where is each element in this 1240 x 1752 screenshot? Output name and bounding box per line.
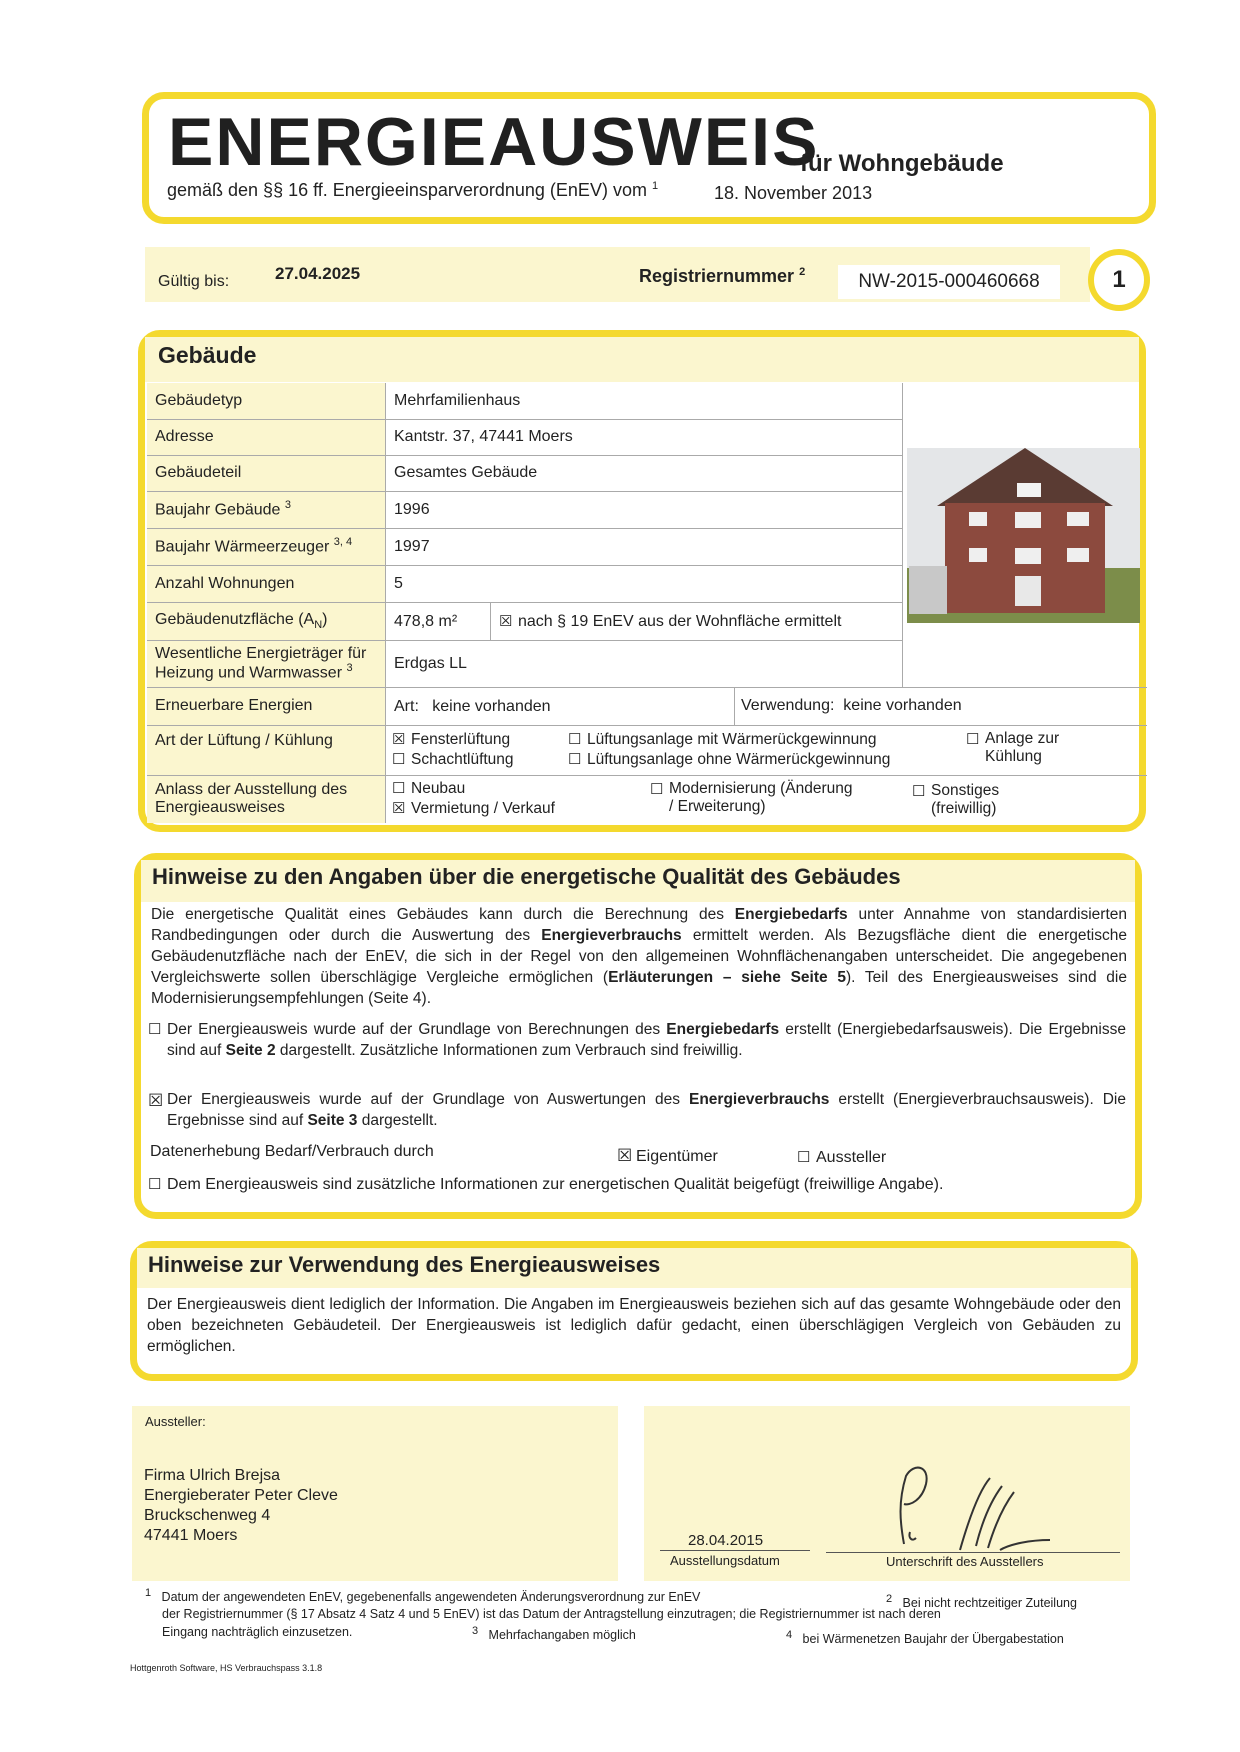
datenerhebung-label: Datenerhebung Bedarf/Verbrauch durch (150, 1143, 434, 1160)
ausstellungsdatum-label: Ausstellungsdatum (670, 1553, 780, 1568)
label-lueftung: Art der Lüftung / Kühlung (147, 725, 386, 775)
gebaeude-title: Gebäude (158, 342, 257, 368)
valid-until-date: 27.04.2025 (275, 264, 361, 283)
footnote-2-end: Eingang nachträglich einzusetzen. (162, 1625, 353, 1639)
label-gebaeudeteil: Gebäudeteil (147, 455, 386, 491)
value-baujahr-waermeerzeuger: 1997 (386, 528, 903, 565)
law-reference: gemäß den §§ 16 ff. Energieeinsparverordnung (EnEV) vom $^1$ (167, 180, 659, 200)
building-photo (907, 448, 1140, 623)
label-adresse: Adresse (147, 419, 386, 455)
value-gebaeudetyp: Mehrfamilienhaus (386, 383, 903, 419)
value-energietraeger: Erdgas LL (386, 640, 903, 687)
erneuerbar-verwendung: Verwendung: keine vorhanden (741, 697, 962, 714)
law-date: 18. November 2013 (714, 183, 873, 203)
label-erneuerbar: Erneuerbare Energien (147, 687, 386, 725)
lueftung-fenster: ☒ Fensterlüftung (392, 730, 511, 748)
zusatzinformationen-option: ☐ Dem Energieausweis sind zusätzliche Informationen zur energetischen Qualität beigefügt (freiwillige Angabe). (148, 1176, 944, 1193)
value-nutzflaeche: 478,8 m² (386, 603, 491, 640)
software-credit: Hottgenroth Software, HS Verbrauchspass 3.1.8 (130, 1663, 323, 1673)
registration-number: NW-2015-000460668 (838, 265, 1060, 299)
footnote-2-cont: der Registriernummer (§ 17 Absatz 4 Satz 4 und 5 EnEV) ist das Datum der Antragstellung einzutragen; die Registriernummer ist nach deren (162, 1607, 941, 1621)
ausstellungsdatum-line (660, 1550, 810, 1551)
signature-label: Unterschrift des Ausstellers (886, 1554, 1044, 1569)
hinweise-verwendung-title: Hinweise zur Verwendung des Energieausweises (148, 1252, 661, 1277)
datenerhebung-eigentuemer: ☒ Eigentümer (617, 1146, 718, 1165)
page-number-badge: 1 (1088, 249, 1150, 311)
bedarf-checkbox: ☐ (148, 1021, 162, 1038)
anlass-neubau: ☐ Neubau (392, 779, 466, 797)
label-baujahr-waermeerzeuger: Baujahr Wärmeerzeuger $^{3, 4}$ (147, 528, 386, 565)
registration-label: Registriernummer $^2$ (639, 266, 806, 286)
lueftung-schacht: ☐ Schachtlüftung (392, 750, 514, 768)
ausstellungsdatum-value: 28.04.2015 (688, 1532, 764, 1549)
erneuerbar-art: Art: keine vorhanden (386, 688, 735, 725)
aussteller-label: Aussteller: (145, 1414, 206, 1429)
label-nutzflaeche: Gebäudenutzfläche $(A_N)$ (147, 602, 386, 640)
datenerhebung-aussteller: ☐ Aussteller (797, 1149, 887, 1166)
label-anzahl-wohnungen: Anzahl Wohnungen (147, 565, 386, 602)
valid-until-label: Gültig bis: (158, 273, 230, 290)
footnote-1: $^1$ Datum der angewendeten EnEV, gegebenenfalls angewendeten Änderungsverordnung zur EnEV (145, 1587, 701, 1605)
hinweise-verwendung-text: Der Energieausweis dient lediglich der Information. Die Angaben im Energieausweis beziehen sich auf das gesamte Wohngebäude oder den oben bezeichneten Gebäudeteil. Der Energieausweis ist lediglich dafür gedacht, einen überschlägigen Vergleich von Gebäuden zu ermöglichen. (147, 1296, 1121, 1355)
anlass-modernisierung: ☐ Modernisierung (Änderung / Erweiterung) (650, 779, 853, 815)
value-anzahl-wohnungen: 5 (386, 565, 903, 602)
footnote-2: $^2$ Bei nicht rechtzeitiger Zuteilung (886, 1593, 1077, 1611)
aussteller-address: Firma Ulrich Brejsa Energieberater Peter Cleve Bruckschenweg 4 47441 Moers (144, 1467, 338, 1544)
label-gebaeudetyp: Gebäudetyp (147, 383, 386, 419)
lueftung-ohne-wrg: ☐ Lüftungsanlage ohne Wärmerückgewinnung (568, 750, 891, 768)
label-anlass: Anlass der Ausstellung des Energieausweises (147, 775, 386, 823)
value-adresse: Kantstr. 37, 47441 Moers (386, 419, 903, 455)
footnote-3: $^3$ Mehrfachangaben möglich (472, 1625, 636, 1643)
hinweise-qualitaet-title: Hinweise zu den Angaben über die energetische Qualität des Gebäudes (152, 864, 901, 889)
label-energietraeger: Wesentliche Energieträger für Heizung und Warmwasser $^3$ (147, 640, 386, 687)
document-title: ENERGIEAUSWEIS (168, 104, 820, 180)
anlass-vermietung: ☒ Vermietung / Verkauf (392, 799, 555, 817)
bedarfsausweis-option: ☐ Der Energieausweis wurde auf der Grundlage von Berechnungen des Energiebedarfs erstellt (Energiebedarfsausweis). Die Ergebnisse sind auf Seite 2 dargestellt. Zusätzliche Informationen zum Verbrauch sind freiwillig. (148, 1020, 1126, 1062)
signature-image (890, 1462, 1060, 1557)
value-baujahr-gebaeude: 1996 (386, 491, 903, 528)
lueftung-mit-wrg: ☐ Lüftungsanlage mit Wärmerückgewinnung (568, 730, 877, 748)
verbrauch-checkbox: ☒ (148, 1091, 164, 1110)
signature-line (826, 1552, 1120, 1553)
label-baujahr-gebaeude: Baujahr Gebäude $^3$ (147, 491, 386, 528)
lueftung-kuehlung: ☐ Anlage zur Kühlung (966, 729, 1060, 765)
footnote-4: $^4$ bei Wärmenetzen Baujahr der Übergabestation (786, 1629, 1064, 1647)
hinweise-qualitaet-text: Die energetische Qualität eines Gebäudes kann durch die Berechnung des Energiebedarfs unter Annahme von standardisierten Randbedingungen oder durch die Auswertung des Energieverbrauchs ermittelt werden. Als Bezugsfläche dient die energetische Gebäudenutzfläche nach der EnEV, die sich in der Regel von den allgemeinen Wohnflächenangaben unterscheidet. Die angegebenen Vergleichswerte sollen überschlägige Vergleiche ermöglichen (Erläuterungen – siehe Seite 5). Teil des Energieausweises sind die Modernisierungsempfehlungen (Seite 4). (151, 906, 1128, 1007)
nutzflaeche-check: ☒ nach § 19 EnEV aus der Wohnfläche ermittelt (499, 612, 842, 630)
verbrauchsausweis-option: ☒ Der Energieausweis wurde auf der Grundlage von Auswertungen des Energieverbrauchs erstellt (Energieverbrauchsausweis). Die Ergebnisse sind auf Seite 3 dargestellt. (148, 1090, 1126, 1132)
gebaeude-title-band (145, 337, 1139, 382)
anlass-sonstiges: ☐ Sonstiges (freiwillig) (912, 781, 1000, 817)
value-gebaeudeteil: Gesamtes Gebäude (386, 455, 903, 491)
document-subtitle: für Wohngebäude (800, 150, 1004, 177)
